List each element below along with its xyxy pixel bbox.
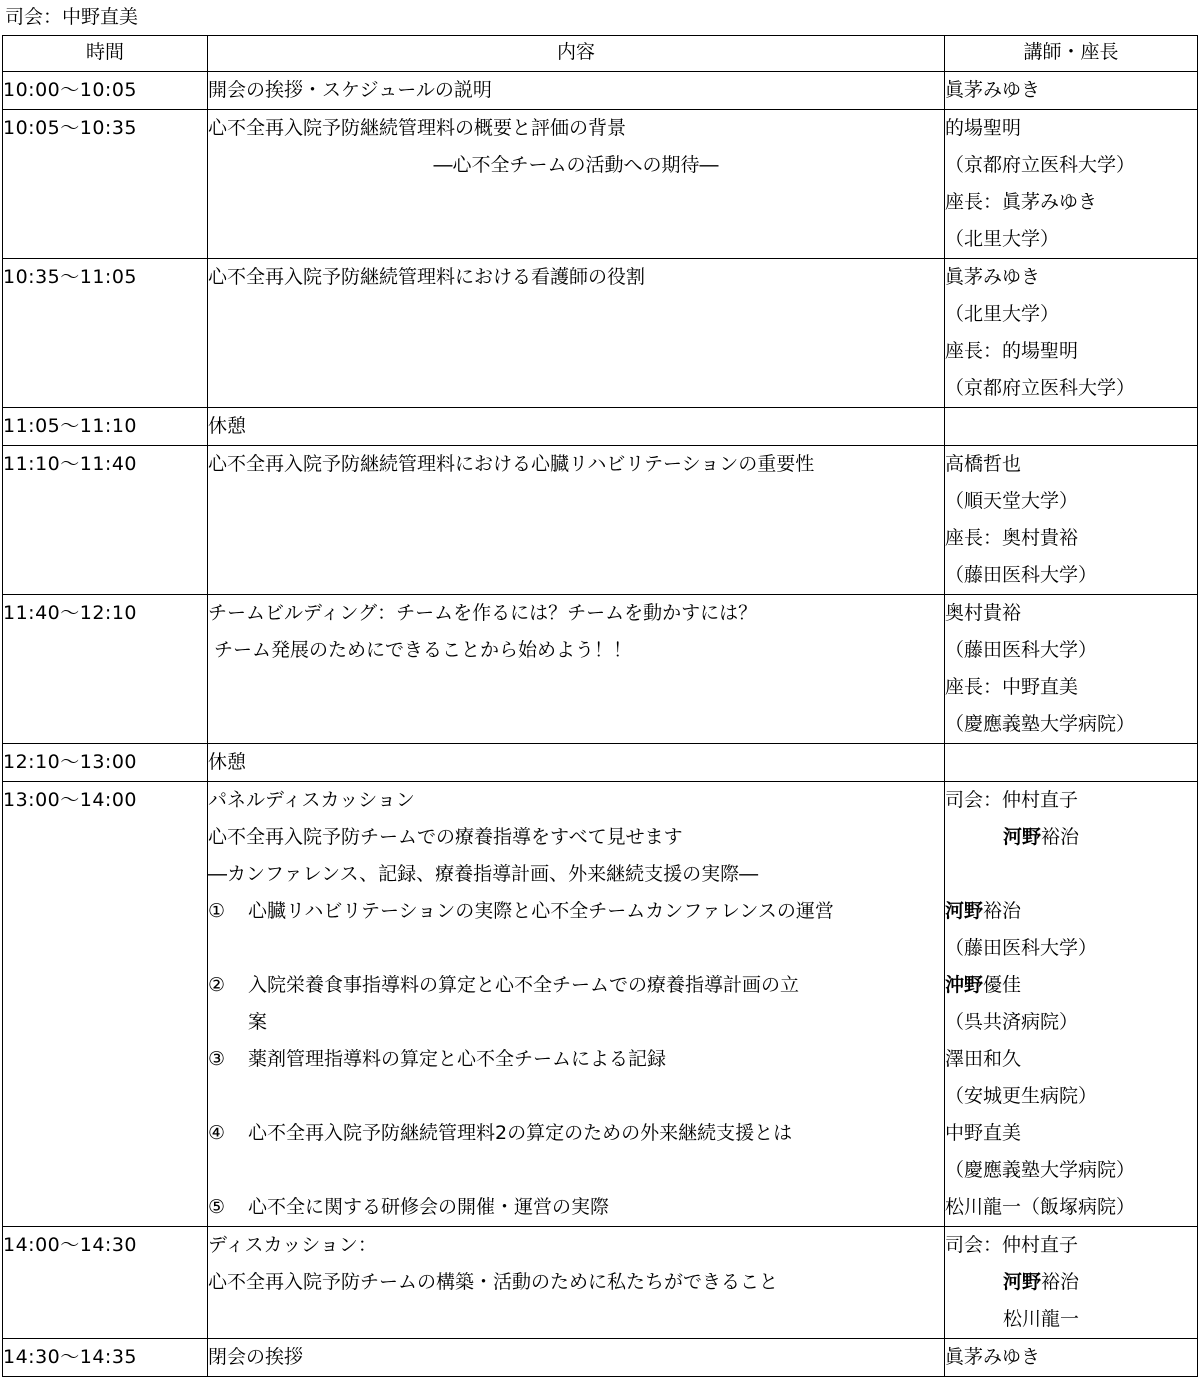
time-cell: 11:10～11:40: [3, 446, 208, 595]
panel-speaker-cell: 司会：仲村直子 河野裕治 河野裕治 （藤田医科大学） 沖野優佳 （呉共済病院） 澤田和久 （安城更生病院） 中野直美 （慶應義塾大学病院） 松川龍一（飯塚病院）: [945, 782, 1198, 1227]
panel-item-4: ④ 心不全再入院予防継続管理料2の算定のための外来継続支援とは: [208, 1122, 793, 1144]
table-row: [3, 110, 1198, 259]
time-cell: 11:05～11:10: [3, 408, 208, 446]
header-speaker: 講師・座長: [945, 36, 1198, 72]
table-row: [3, 595, 1198, 744]
content-cell: 休憩: [208, 744, 945, 782]
time-cell: 11:40～12:10: [3, 595, 208, 744]
time-cell: 10:35～11:05: [3, 259, 208, 408]
speaker-cell: 奥村貴裕 （藤田医科大学） 座長：中野直美 （慶應義塾大学病院）: [945, 595, 1198, 744]
speaker-cell: 眞茅みゆき: [945, 72, 1198, 110]
panel-item-2: ② 入院栄養食事指導料の算定と心不全チームでの療養指導計画の立: [208, 974, 800, 996]
table-row: [3, 446, 1198, 595]
table-row: [3, 782, 1198, 1227]
content-cell: 休憩: [208, 408, 945, 446]
content-cell: チームビルディング：チームを作るには？チームを動かすには？ チーム発展のためにできることから始めよう！！: [208, 595, 945, 744]
content-cell: 心不全再入院予防継続管理料の概要と評価の背景 ―心不全チームの活動への期待―: [208, 110, 945, 259]
table-header-row: [3, 36, 1198, 72]
table-row: [3, 259, 1198, 408]
time-cell: 12:10～13:00: [3, 744, 208, 782]
table-row: [3, 1339, 1198, 1377]
table-row: [3, 72, 1198, 110]
speaker-cell: 的場聖明 （京都府立医科大学） 座長：眞茅みゆき （北里大学）: [945, 110, 1198, 259]
time-cell: 10:00～10:05: [3, 72, 208, 110]
table-row: [3, 744, 1198, 782]
speaker-cell: 眞茅みゆき （北里大学） 座長：的場聖明 （京都府立医科大学）: [945, 259, 1198, 408]
table-row: [3, 1227, 1198, 1339]
table-row: [3, 408, 1198, 446]
content-cell: 心不全再入院予防継続管理料における看護師の役割: [208, 259, 945, 408]
panel-content-cell: [208, 782, 945, 1227]
panel-item-5: ⑤ 心不全に関する研修会の開催・運営の実際: [208, 1196, 610, 1218]
panel-subtitle: 心不全再入院予防チームでの療養指導をすべて見せます: [208, 826, 683, 848]
content-cell: 開会の挨拶・スケジュールの説明: [208, 72, 945, 110]
host-label: 司会：中野直美: [5, 6, 139, 28]
speaker-cell: 高橋哲也 （順天堂大学） 座長：奥村貴裕 （藤田医科大学）: [945, 446, 1198, 595]
panel-item-3: ③ 薬剤管理指導料の算定と心不全チームによる記録: [208, 1048, 667, 1070]
panel-item-2-cont: 案: [248, 1011, 268, 1033]
panel-subtitle2: ―カンファレンス、記録、療養指導計画、外来継続支援の実際―: [208, 863, 759, 885]
content-cell: 閉会の挨拶: [208, 1339, 945, 1377]
speaker-cell: [945, 744, 1198, 782]
speaker-cell: 眞茅みゆき: [945, 1339, 1198, 1377]
speaker-cell: [945, 408, 1198, 446]
time-cell: 13:00～14:00: [3, 782, 208, 1227]
time-cell: 14:00～14:30: [3, 1227, 208, 1339]
panel-item-1: ① 心臓リハビリテーションの実際と心不全チームカンファレンスの運営: [208, 900, 834, 922]
panel-title: パネルディスカッション: [208, 789, 415, 811]
content-cell: 心不全再入院予防継続管理料における心臓リハビリテーションの重要性: [208, 446, 945, 595]
schedule-table: [2, 35, 1198, 1377]
header-time: 時間: [3, 36, 208, 72]
time-cell: 14:30～14:35: [3, 1339, 208, 1377]
header-content: 内容: [208, 36, 945, 72]
time-cell: 10:05～10:35: [3, 110, 208, 259]
content-cell: ディスカッション： 心不全再入院予防チームの構築・活動のために私たちができること: [208, 1227, 945, 1339]
speaker-cell: 司会：仲村直子 河野裕治 松川龍一: [945, 1227, 1198, 1339]
